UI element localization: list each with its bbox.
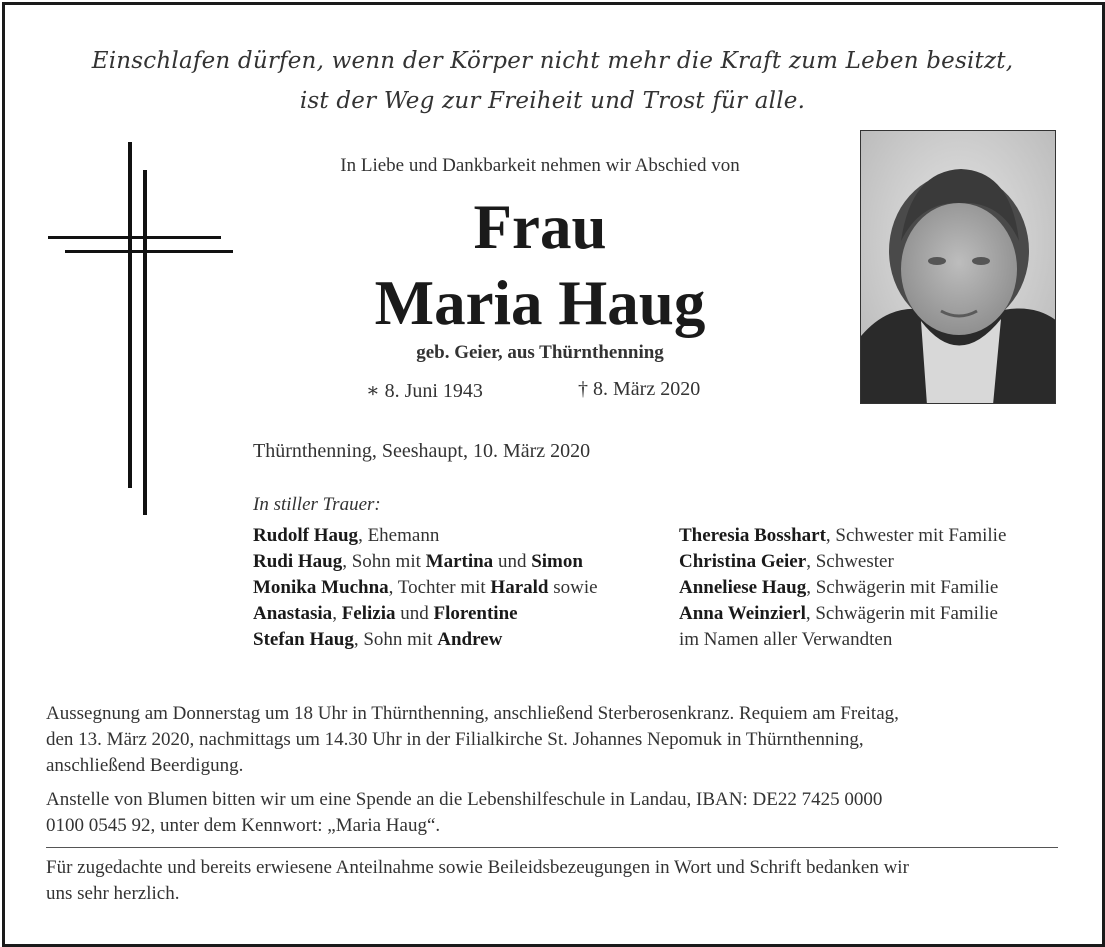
death-date: † 8. März 2020 [578, 378, 701, 400]
maiden-name: geb. Geier, aus Thürnthenning [416, 342, 664, 363]
mourner-line: Rudolf Haug, Ehemann [253, 525, 440, 546]
mourner-line: Stefan Haug, Sohn mit Andrew [253, 629, 503, 650]
mourner-line: Theresia Bosshart, Schwester mit Familie [679, 525, 1007, 546]
mourner-line: Christina Geier, Schwester [679, 551, 894, 572]
salutation: Frau [473, 192, 607, 262]
thanks-paragraph [46, 855, 1061, 907]
portrait-photo [860, 130, 1056, 404]
mourner-line: im Namen aller Verwandten [679, 629, 893, 650]
donation-line: 0100 0545 92, unter dem Kennwort: „Maria Haug“. [46, 815, 441, 836]
mourners-heading: In stiller Trauer: [253, 494, 381, 515]
mourner-line: Monika Muchna, Tochter mit Harald sowie [253, 577, 598, 598]
mourners-right-column [679, 523, 1006, 653]
mourner-line: Anastasia, Felizia und Florentine [253, 603, 518, 624]
intro-text: In Liebe und Dankbarkeit nehmen wir Abschied von [340, 155, 740, 176]
motto-line-2: ist der Weg zur Freiheit und Trost für alle. [299, 88, 806, 114]
motto-line-1: Einschlafen dürfen, wenn der Körper nicht mehr die Kraft zum Leben besitzt, [91, 48, 1014, 74]
mourner-line: Anna Weinzierl, Schwägerin mit Familie [679, 603, 998, 624]
mourner-line: Rudi Haug, Sohn mit Martina und Simon [253, 551, 583, 572]
donation-paragraph [46, 787, 1061, 839]
divider [46, 847, 1058, 848]
mourner-line: Anneliese Haug, Schwägerin mit Familie [679, 577, 999, 598]
ceremony-paragraph [46, 701, 1061, 779]
deceased-name: Maria Haug [374, 268, 706, 338]
ceremony-line: Aussegnung am Donnerstag um 18 Uhr in Thürnthenning, anschließend Sterberosenkranz. Requiem am Freitag, [46, 703, 899, 724]
thanks-line: uns sehr herzlich. [46, 883, 180, 904]
thanks-line: Für zugedachte und bereits erwiesene Anteilnahme sowie Beileidsbezeugungen in Wort und Schrift bedanken wir [46, 857, 909, 878]
birth-date: ∗ 8. Juni 1943 [366, 380, 483, 402]
ceremony-line: den 13. März 2020, nachmittags um 14.30 Uhr in der Filialkirche St. Johannes Nepomuk in Thürnthenning, [46, 729, 864, 750]
donation-line: Anstelle von Blumen bitten wir um eine Spende an die Lebenshilfeschule in Landau, IBAN: DE22 7425 0000 [46, 789, 883, 810]
place-date: Thürnthenning, Seeshaupt, 10. März 2020 [253, 440, 591, 462]
mourners-left-column [253, 523, 598, 653]
ceremony-line: anschließend Beerdigung. [46, 755, 244, 776]
